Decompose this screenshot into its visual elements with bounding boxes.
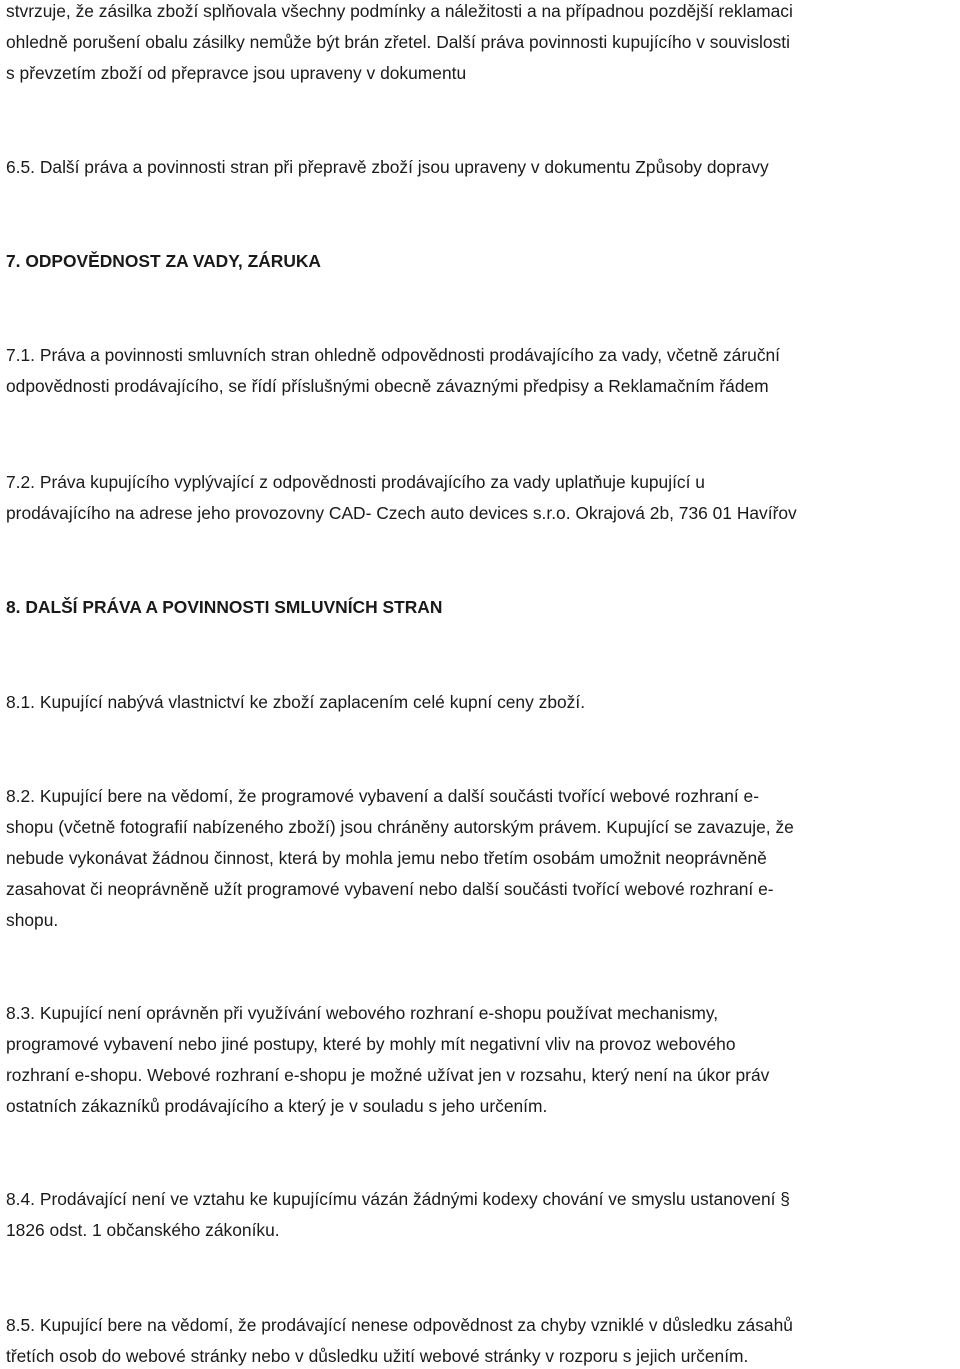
text-line: ohledně porušení obalu zásilky nemůže být brán zřetel. Další práva povinnosti kupujícího v souvislosti [6,32,790,52]
text-line: 8.3. Kupující není oprávněn při využívání webového rozhraní e-shopu používat mechanismy, [6,1003,719,1023]
text-line: 8.4. Prodávající není ve vztahu ke kupujícímu vázán žádnými kodexy chování ve smyslu ustanovení § [6,1189,790,1209]
text-line: 6.5. Další práva a povinnosti stran při přepravě zboží jsou upraveny v dokumentu Způsoby dopravy [6,157,769,177]
section-heading-7: 7. ODPOVĚDNOST ZA VADY, ZÁRUKA [6,251,321,271]
text-line: programové vybavení nebo jiné postupy, které by mohly mít negativní vliv na provoz webového [6,1034,736,1054]
text-line: 8.5. Kupující bere na vědomí, že prodávající nenese odpovědnost za chyby vzniklé v důsledku zásahů [6,1315,793,1335]
text-line: s převzetím zboží od přepravce jsou upraveny v dokumentu [6,63,467,83]
text-line: stvrzuje, že zásilka zboží splňovala všechny podmínky a náležitosti a na případnou pozdější reklamaci [6,1,793,21]
text-line: 8.1. Kupující nabývá vlastnictví ke zboží zaplacením celé kupní ceny zboží. [6,692,586,712]
section-heading-8: 8. DALŠÍ PRÁVA A POVINNOSTI SMLUVNÍCH STRAN [6,597,443,617]
text-line: prodávajícího na adrese jeho provozovny CAD- Czech auto devices s.r.o. Okrajová 2b, 736 01 Havířov [6,503,797,523]
text-line: odpovědnosti prodávajícího, se řídí příslušnými obecně závaznými předpisy a Reklamačním řádem [6,376,769,396]
text-line: zasahovat či neoprávněně užít programové vybavení nebo další součásti tvořící webové rozhraní e- [6,879,774,899]
text-line: nebude vykonávat žádnou činnost, která by mohla jemu nebo třetím osobám umožnit neoprávněně [6,848,767,868]
text-line: 7.1. Práva a povinnosti smluvních stran ohledně odpovědnosti prodávajícího za vady, včetně záruční [6,345,781,365]
text-line: 8.2. Kupující bere na vědomí, že programové vybavení a další součásti tvořící webové rozhraní e- [6,786,760,806]
text-line: shopu (včetně fotografií nabízeného zboží) jsou chráněny autorským právem. Kupující se zavazuje, že [6,817,794,837]
text-line: rozhraní e-shopu. Webové rozhraní e-shopu je možné užívat jen v rozsahu, který není na úkor práv [6,1065,770,1085]
text-line: třetích osob do webové stránky nebo v důsledku užití webové stránky v rozporu s jejich určením. [6,1346,749,1366]
text-line: 1826 odst. 1 občanského zákoníku. [6,1220,280,1240]
text-line: ostatních zákazníků prodávajícího a který je v souladu s jeho určením. [6,1096,548,1116]
text-line: shopu. [6,910,59,930]
text-line: 7.2. Práva kupujícího vyplývající z odpovědnosti prodávajícího za vady uplatňuje kupující u [6,472,705,492]
